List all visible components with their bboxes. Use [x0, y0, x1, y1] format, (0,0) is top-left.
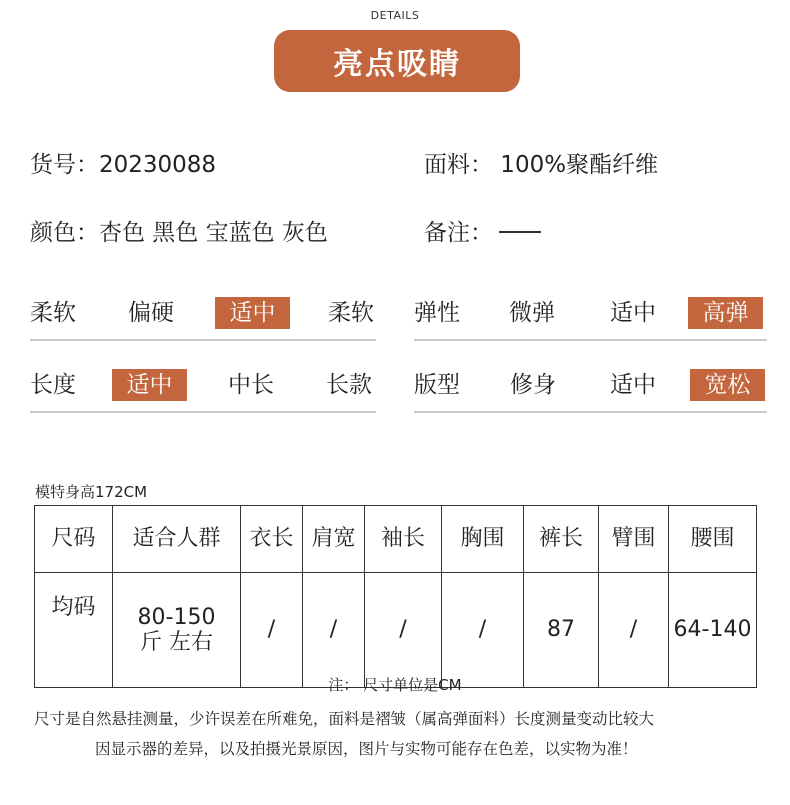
cell-bust: / — [442, 573, 524, 688]
attr-label-elasticity: 弹性 — [414, 300, 460, 326]
header-suitable-people: 适合人群 — [113, 506, 241, 573]
section-title: 亮点吸睛 — [274, 30, 520, 92]
remarks-info — [424, 214, 541, 247]
option-softness-hard: 偏硬 — [128, 300, 174, 326]
header-shoulder-width: 肩宽 — [303, 506, 365, 573]
remarks-label: 备注： — [424, 220, 493, 246]
size-table-header-row — [35, 506, 757, 573]
option-length-midlong: 中长 — [228, 372, 274, 398]
attr-row-length — [30, 369, 376, 413]
cell-sleeve-length: / — [365, 573, 442, 688]
item-number: 货号：20230088 — [30, 152, 217, 178]
header-size: 尺码 — [35, 506, 113, 573]
header-sleeve-length: 袖长 — [365, 506, 442, 573]
disclaimer-line-2: 因显示器的差异，以及拍摄光景原因，图片与实物可能存在色差，以实物为准！ — [95, 740, 638, 758]
cell-waist: 64-140 — [669, 573, 757, 688]
table-row — [35, 573, 757, 688]
option-softness-medium-selected: 适中 — [215, 297, 290, 329]
attr-label-fit: 版型 — [414, 372, 460, 398]
option-fit-slim: 修身 — [510, 372, 556, 398]
attr-row-fit — [414, 369, 767, 413]
color-info: 颜色：杏色 黑色 宝蓝色 灰色 — [30, 220, 328, 246]
header-arm-circumference: 臂围 — [599, 506, 669, 573]
fabric-info: 面料： 100%聚酯纤维 — [424, 152, 659, 178]
cell-suitable-people: 80-150斤 左右 — [113, 573, 241, 688]
model-height-note: 模特身高172CM — [35, 483, 148, 501]
option-elasticity-high-selected: 高弹 — [688, 297, 763, 329]
option-elasticity-slight: 微弹 — [509, 300, 555, 326]
option-length-long: 长款 — [326, 372, 372, 398]
disclaimer-line-1: 尺寸是自然悬挂测量，少许误差在所难免，面料是褶皱（属高弹面料）长度测量变动比较大 — [34, 710, 655, 728]
cell-garment-length: / — [241, 573, 303, 688]
attr-row-elasticity — [414, 297, 767, 341]
option-fit-loose-selected: 宽松 — [690, 369, 765, 401]
header-pants-length: 裤长 — [524, 506, 599, 573]
details-label: DETAILS — [370, 9, 420, 22]
attr-label-length: 长度 — [30, 372, 76, 398]
cell-shoulder-width: / — [303, 573, 365, 688]
option-length-medium-selected: 适中 — [112, 369, 187, 401]
header-bust: 胸围 — [442, 506, 524, 573]
cell-size: 均码 — [35, 573, 113, 688]
option-softness-soft: 柔软 — [328, 300, 374, 326]
cell-arm-circumference: / — [599, 573, 669, 688]
remarks-dash — [499, 231, 541, 233]
size-table — [34, 505, 757, 688]
unit-note: 注： 尺寸单位是CM — [328, 676, 462, 694]
attr-row-softness — [30, 297, 376, 341]
attr-label-softness: 柔软 — [30, 300, 76, 326]
option-elasticity-medium: 适中 — [610, 300, 656, 326]
cell-pants-length: 87 — [524, 573, 599, 688]
option-fit-medium: 适中 — [610, 372, 656, 398]
header-garment-length: 衣长 — [241, 506, 303, 573]
header-waist: 腰围 — [669, 506, 757, 573]
